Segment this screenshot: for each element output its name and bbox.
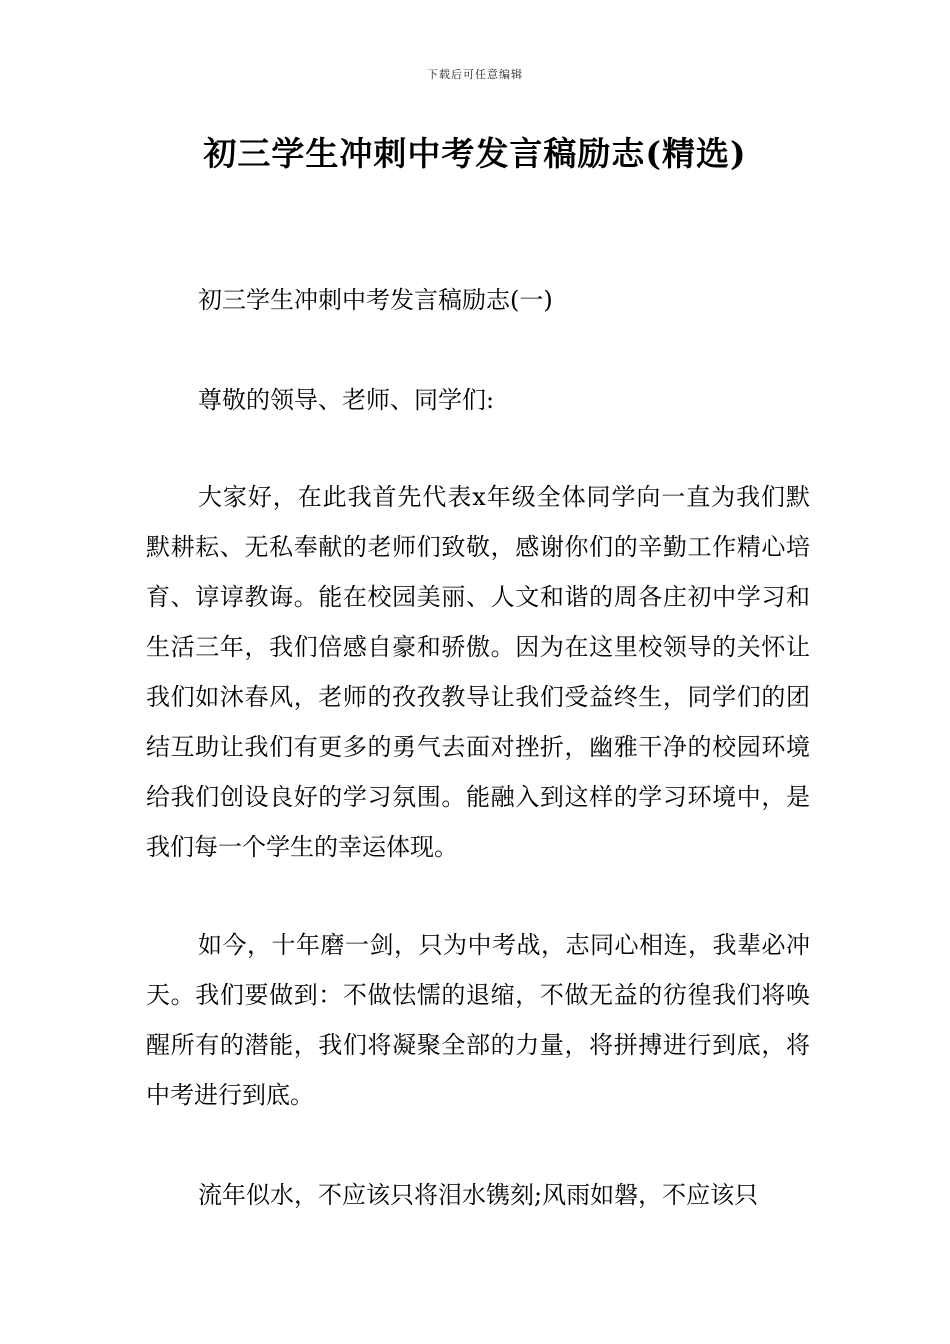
document-title: 初三学生冲刺中考发言稿励志(精选) — [203, 134, 747, 173]
paragraph-3: 流年似水，不应该只将泪水镌刻;风雨如磐，不应该只 — [198, 1181, 759, 1209]
salutation: 尊敬的领导、老师、同学们: — [198, 386, 495, 414]
header-note: 下载后可任意编辑 — [427, 68, 523, 81]
section-subheading: 初三学生冲刺中考发言稿励志(一) — [198, 286, 553, 314]
paragraph-1: 大家好，在此我首先代表x年级全体同学向一直为我们默默耕耘、无私奉献的老师们致敬，感谢你们的辛勤工作精心培育、谆谆教诲。能在校园美丽、人文和谐的周各庄初中学习和生活三年，我们倍感自豪和骄傲。因为在这里校领导的关怀让我们如沐春风，老师的孜孜教导让我们受益终生，同学们的团结互助让我们有更多的勇气去面对挫折，幽雅干净的校园环境给我们创设良好的学习氛围。能融入到这样的学习环境中，是我们每一个学生的幸运体现。 — [146, 483, 810, 861]
paragraph-2: 如今，十年磨一剑，只为中考战，志同心相连，我辈必冲天。我们要做到：不做怯懦的退缩，不做无益的彷徨我们将唤醒所有的潜能，我们将凝聚全部的力量，将拼搏进行到底，将中考进行到底。 — [146, 931, 810, 1109]
